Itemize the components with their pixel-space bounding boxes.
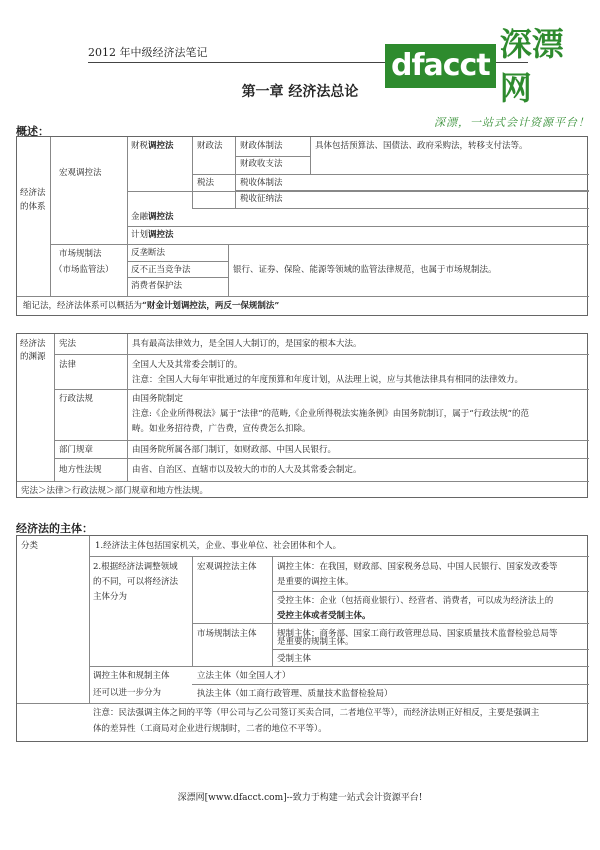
system-label: 经济法 xyxy=(20,188,46,198)
sources-hierarchy: 宪法＞法律＞行政法规＞部门规章和地方性法规。 xyxy=(21,486,209,496)
rule-subject: 是重要的规制主体。 xyxy=(277,637,354,647)
antimonopoly-law: 反垄断法 xyxy=(131,248,166,258)
tax-collection-law: 税收征纳法 xyxy=(240,194,283,204)
section-heading-subjects: 经济法的主体： xyxy=(16,522,93,535)
subject-item-2: 2.根据经济法调整领域 xyxy=(93,562,178,572)
subject-item-1: 1.经济法主体包括国家机关，企业、事业单位、社会团体和个人。 xyxy=(95,541,342,551)
market-regulation-law: 市场规制法 xyxy=(59,249,102,259)
memo-summary: 缩记法，经济法体系可以概括为“财金计划调控法，两反一保规制法” xyxy=(23,301,280,311)
document-header-title: 2012 年中级经济法笔记 xyxy=(88,46,208,59)
plan-control-law: 计划调控法 xyxy=(131,230,174,240)
tax-system-law: 税收体制法 xyxy=(240,178,283,188)
economic-law-sources-table xyxy=(16,333,588,498)
site-logo[interactable] xyxy=(385,22,590,129)
sources-label: 的渊源 xyxy=(20,352,46,362)
subject-further: 还可以进一步分为 xyxy=(93,688,162,698)
macro-control-subject: 宏观调控法主体 xyxy=(197,562,257,572)
fiscal-system-desc: 具体包括预算法、国债法、政府采购法，转移支付法等。 xyxy=(315,141,528,151)
source-constitution: 宪法 xyxy=(59,339,77,349)
section-heading-overview: 概述： xyxy=(16,125,49,138)
regulator-subject: 是重要的调控主体。 xyxy=(277,577,354,587)
subjects-note: 注意：民法强调主体之间的平等（甲公司与乙公司签订买卖合同，二者地位平等），而经济法则正好相反，主要是强调主 xyxy=(93,708,540,718)
market-supervision-law: （市场监管法） xyxy=(54,265,114,275)
market-regulation-subject: 市场规制法主体 xyxy=(197,629,257,639)
rule-subject: 规制主体：商务部、国家工商行政管理总局、国家质量技术监督检验总局等 xyxy=(277,629,558,639)
market-regulation-desc: 银行、证券、保险、能源等领域的监管法律规范，也属于市场规制法。 xyxy=(233,265,497,275)
source-law-desc: 全国人大及其常委会制订的。 xyxy=(132,360,243,370)
source-law-note: 注意：全国人大每年审批通过的年度预算和年度计划，从法理上说，应与其他法律具有相同的法律效力。 xyxy=(132,375,524,385)
economic-law-system-table xyxy=(16,136,588,316)
regulated-subject: 受控主体：企业（包括商业银行）、经营者、消费者，可以成为经济法上的 xyxy=(277,596,554,606)
subject-further: 调控主体和规制主体 xyxy=(93,671,170,681)
regulator-subject: 调控主体：在我国，财政部、国家税务总局、中国人民银行、国家发改委等 xyxy=(277,562,558,572)
fiscal-system-law: 财政体制法 xyxy=(240,141,283,151)
logo-text-cn: 深漂网 xyxy=(499,25,564,107)
subjects-note: 体的差异性（工商局对企业进行规制时，二者的地位不平等）。 xyxy=(93,724,327,734)
source-law: 法律 xyxy=(59,360,77,370)
source-local-regulations: 地方性法规 xyxy=(59,465,102,475)
subject-item-2: 的不同，可以将经济法 xyxy=(93,577,179,587)
sources-label: 经济法 xyxy=(20,339,46,349)
system-label: 的体系 xyxy=(20,202,46,212)
source-department-desc: 由国务院所属各部门制订，如财政部、中国人民银行。 xyxy=(132,445,337,455)
regulated-subject: 受控主体或者受制主体。 xyxy=(277,611,371,621)
source-admin-note: 畴。如业务招待费，广告费，宣传费怎么扣除。 xyxy=(132,424,311,434)
source-admin-note: 注意:《企业所得税法》属于“法律”的范畴,《企业所得税法实施条例》由国务院制订，属于“行政法规”的范 xyxy=(132,409,529,419)
ruled-subject: 受制主体 xyxy=(277,654,312,664)
logo-text-en: dfacct xyxy=(385,44,496,88)
source-department-rules: 部门规章 xyxy=(59,445,94,455)
logo-slogan: 深漂，一站式会计资源平台！ xyxy=(434,116,590,129)
finance-control-law: 金融调控法 xyxy=(131,212,174,222)
macro-control-law: 宏观调控法 xyxy=(59,168,102,178)
consumer-protection-law: 消费者保护法 xyxy=(131,281,183,291)
executive-subject: 执法主体（如工商行政管理、质量技术监督检验局） xyxy=(197,689,393,699)
source-admin-regulation: 行政法规 xyxy=(59,394,94,404)
tax-law: 税法 xyxy=(197,178,215,188)
source-constitution-desc: 具有最高法律效力，是全国人大制订的，是国家的根本大法。 xyxy=(132,339,362,349)
source-local-desc: 由省、自治区、直辖市以及较大的市的人大及其常委会制定。 xyxy=(132,465,362,475)
chapter-title: 第一章 经济法总论 xyxy=(241,84,359,100)
legislative-subject: 立法主体（如全国人才） xyxy=(197,671,291,681)
anti-unfair-competition-law: 反不正当竞争法 xyxy=(131,265,191,275)
fiscal-tax-control-law: 财税调控法 xyxy=(131,141,174,151)
fiscal-income-law: 财政收支法 xyxy=(240,159,283,169)
page-footer: 深漂网[www.dfacct.com]--致力于构建一站式会计资源平台! xyxy=(177,793,423,803)
category-label: 分类 xyxy=(21,541,39,551)
economic-law-subjects-table xyxy=(16,535,588,742)
subject-item-2: 主体分为 xyxy=(93,592,128,602)
source-admin-desc: 由国务院制定 xyxy=(132,394,184,404)
fiscal-law: 财政法 xyxy=(197,141,223,151)
